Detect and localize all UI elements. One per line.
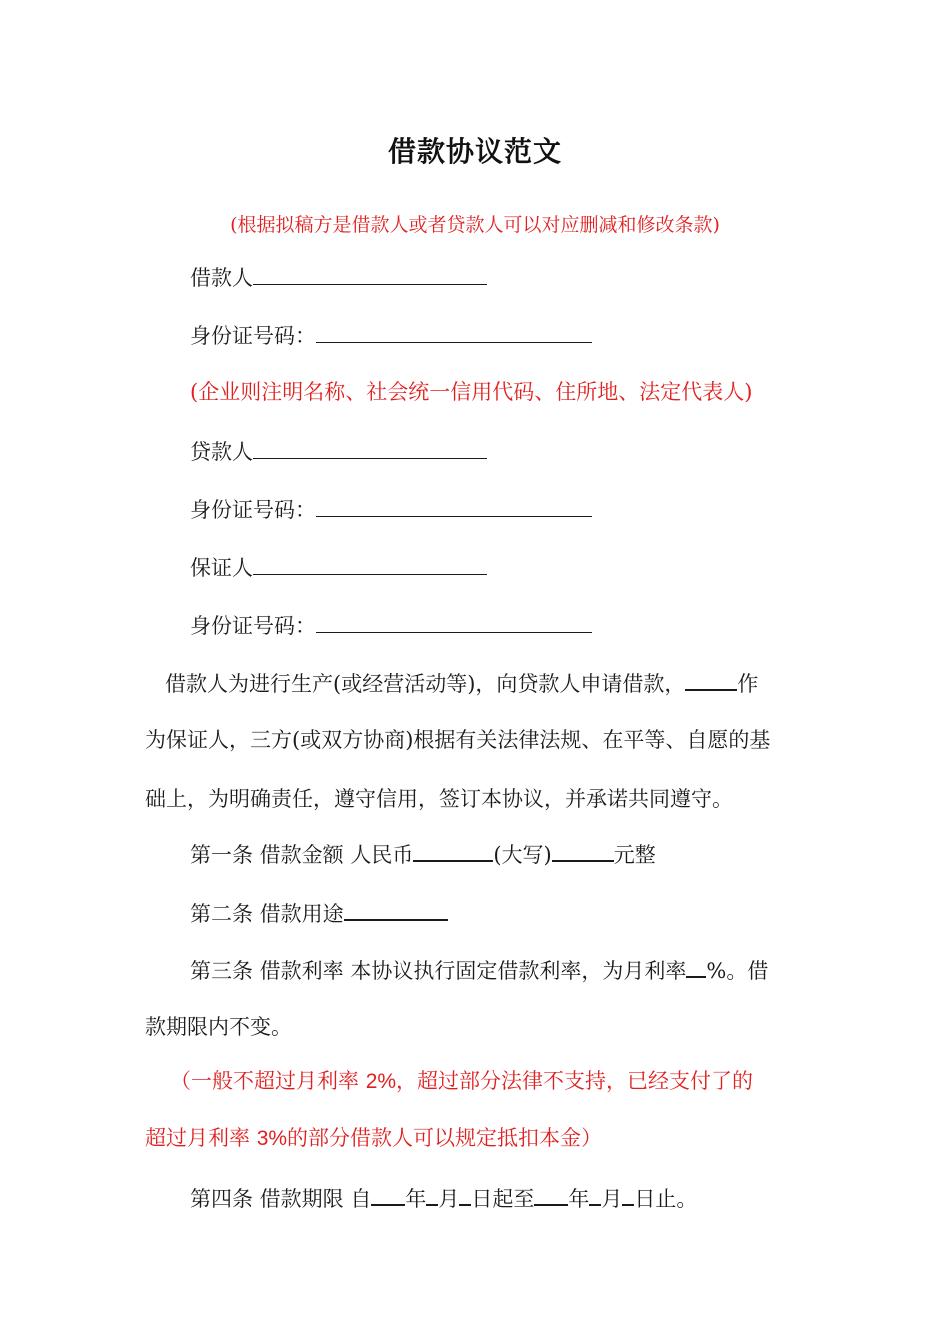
article-1 <box>190 838 656 870</box>
borrower-label: 借款人 <box>190 266 253 290</box>
article-1-text-b: (大写) <box>493 843 552 867</box>
end-year-label: 年 <box>568 1187 590 1211</box>
lender-id-label: 身份证号码： <box>190 498 316 522</box>
start-year-blank <box>371 1182 405 1206</box>
guarantor-blank <box>253 552 487 575</box>
article-3-text-b: %。借 <box>706 959 769 983</box>
end-month-label: 月 <box>601 1187 623 1211</box>
article-1-text-c: 元整 <box>613 843 656 867</box>
end-year-blank <box>534 1182 568 1206</box>
guarantor-field <box>190 552 487 583</box>
guarantor-id-field <box>190 610 592 641</box>
borrower-field <box>190 262 487 293</box>
article-4-text-a: 第四条 借款期限 自 <box>190 1187 372 1211</box>
preamble-line-1 <box>165 667 758 699</box>
guarantor-name-blank <box>685 667 737 691</box>
end-day-blank <box>622 1182 634 1206</box>
start-month-blank <box>426 1182 438 1206</box>
interest-note-text-1a: （一般不超过月利率 <box>170 1069 366 1093</box>
preamble-line-3: 础上，为明确责任，遵守信用，签订本协议，并承诺共同遵守。 <box>145 787 733 811</box>
amount-blank <box>413 838 493 862</box>
start-day-blank <box>459 1182 471 1206</box>
lender-id-field <box>190 494 592 525</box>
preamble-text-1a: 借款人为进行生产(或经营活动等)，向贷款人申请借款， <box>165 672 686 696</box>
lender-blank <box>253 436 487 459</box>
borrower-id-label: 身份证号码： <box>190 324 316 348</box>
guarantor-id-label: 身份证号码： <box>190 614 316 638</box>
interest-rate-2: 2% <box>365 1070 397 1093</box>
document-title: 借款协议范文 <box>387 135 562 168</box>
purpose-blank <box>344 897 448 921</box>
borrower-blank <box>253 262 487 285</box>
end-day-label: 日止。 <box>634 1187 698 1211</box>
lender-id-blank <box>316 494 592 517</box>
interest-rate-3: 3% <box>256 1127 288 1150</box>
interest-note-text-2b: 的部分借款人可以规定抵扣本金） <box>287 1126 603 1150</box>
start-year-label: 年 <box>405 1187 427 1211</box>
interest-note-text-1b: ，超过部分法律不支持，已经支付了的 <box>396 1069 754 1093</box>
start-month-label: 月 <box>438 1187 460 1211</box>
article-3-text-a: 第三条 借款利率 本协议执行固定借款利率，为月利率 <box>190 959 687 983</box>
guarantor-id-blank <box>316 610 592 633</box>
interest-note-line-1 <box>170 1066 753 1097</box>
start-day-label: 日起至 <box>471 1187 535 1211</box>
lender-field <box>190 436 487 467</box>
article-2 <box>190 897 448 929</box>
end-month-blank <box>589 1182 601 1206</box>
lender-label: 贷款人 <box>190 440 253 464</box>
preamble-line-2: 为保证人，三方(或双方协商)根据有关法律法规、在平等、自愿的基 <box>145 728 771 752</box>
amount-words-blank <box>552 838 614 862</box>
borrower-id-field <box>190 320 592 351</box>
rate-blank <box>686 954 706 978</box>
article-1-text-a: 第一条 借款金额 人民币 <box>190 843 414 867</box>
interest-note-text-2a: 超过月利率 <box>145 1126 257 1150</box>
article-3-line-2: 款期限内不变。 <box>145 1015 292 1039</box>
guarantor-label: 保证人 <box>190 556 253 580</box>
enterprise-note: (企业则注明名称、社会统一信用代码、住所地、法定代表人) <box>190 380 753 404</box>
interest-note-line-2 <box>145 1123 602 1154</box>
preamble-text-1b: 作 <box>737 672 759 696</box>
article-3-line-1 <box>190 954 768 986</box>
article-2-text: 第二条 借款用途 <box>190 902 344 926</box>
article-4 <box>190 1182 697 1214</box>
drafting-note: (根据拟稿方是借款人或者贷款人可以对应删减和修改条款) <box>230 214 720 236</box>
borrower-id-blank <box>316 320 592 343</box>
